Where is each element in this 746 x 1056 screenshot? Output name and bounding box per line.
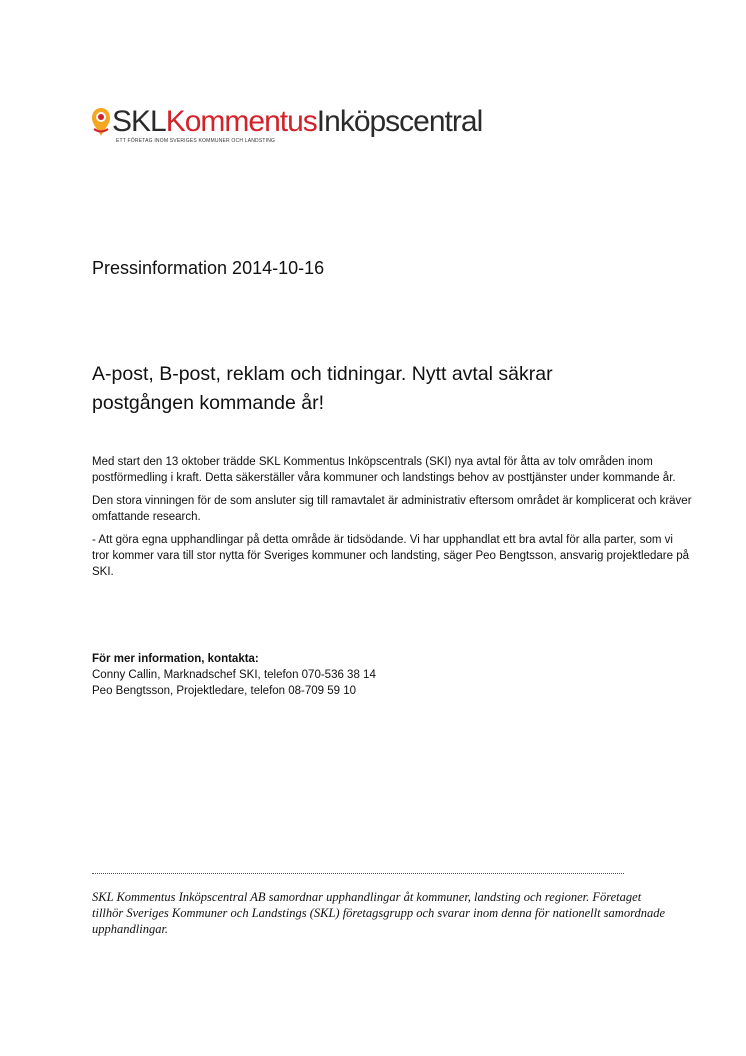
- contact-line: Conny Callin, Marknadschef SKI, telefon 070-536 38 14: [92, 669, 376, 681]
- press-info-date: Pressinformation 2014-10-16: [92, 258, 325, 278]
- press-body: [92, 454, 692, 587]
- logo-text-inkopscentral: Inköpscentral: [316, 105, 483, 138]
- logo-text-skl: SKL: [112, 105, 166, 138]
- company-logo: [90, 104, 530, 144]
- logo-text-kommentus: Kommentus: [165, 105, 317, 138]
- headline-line-1: A-post, B-post, reklam och tidningar. Nytt avtal säkrar: [92, 363, 553, 385]
- body-paragraph: Med start den 13 oktober trädde SKL Kommentus Inköpscentrals (SKI) nya avtal för åtta av tolv områden inom postförmedling i kraft. Detta säkerställer våra kommuner och landstings behov av posttjänster under kommande år.: [92, 456, 676, 484]
- footer-divider: [92, 873, 624, 874]
- contact-block: [92, 651, 652, 699]
- headline-line-2: postgången kommande år!: [92, 392, 324, 414]
- logo-mark-icon: [90, 107, 112, 137]
- press-headline: [92, 360, 652, 418]
- logo-wordmark: [112, 104, 482, 140]
- body-paragraph-quote: - Att göra egna upphandlingar på detta område är tidsödande. Vi har upphandlat ett bra avtal för alla parter, som vi tror kommer vara till stor nytta för Sveriges kommuner och landsting, säger Peo Bengtsson, ansvarig projektledare på SKI.: [92, 534, 690, 578]
- body-paragraph: Den stora vinningen för de som ansluter sig till ramavtalet är administrativ eftersom området är komplicerat och kräver omfattande research.: [92, 495, 692, 523]
- logo-tagline: ETT FÖRETAG INOM SVERIGES KOMMUNER OCH LANDSTING: [116, 138, 276, 144]
- footer-note: SKL Kommentus Inköpscentral AB samordnar upphandlingar åt kommuner, landsting och regioner. Företaget tillhör Sveriges Kommuner och Landstings (SKL) företagsgrupp och svarar inom denna för nationellt samordnade upphandlingar.: [92, 890, 666, 936]
- contact-line: Peo Bengtsson, Projektledare, telefon 08-709 59 10: [92, 685, 357, 697]
- contact-title: För mer information, kontakta:: [92, 653, 259, 665]
